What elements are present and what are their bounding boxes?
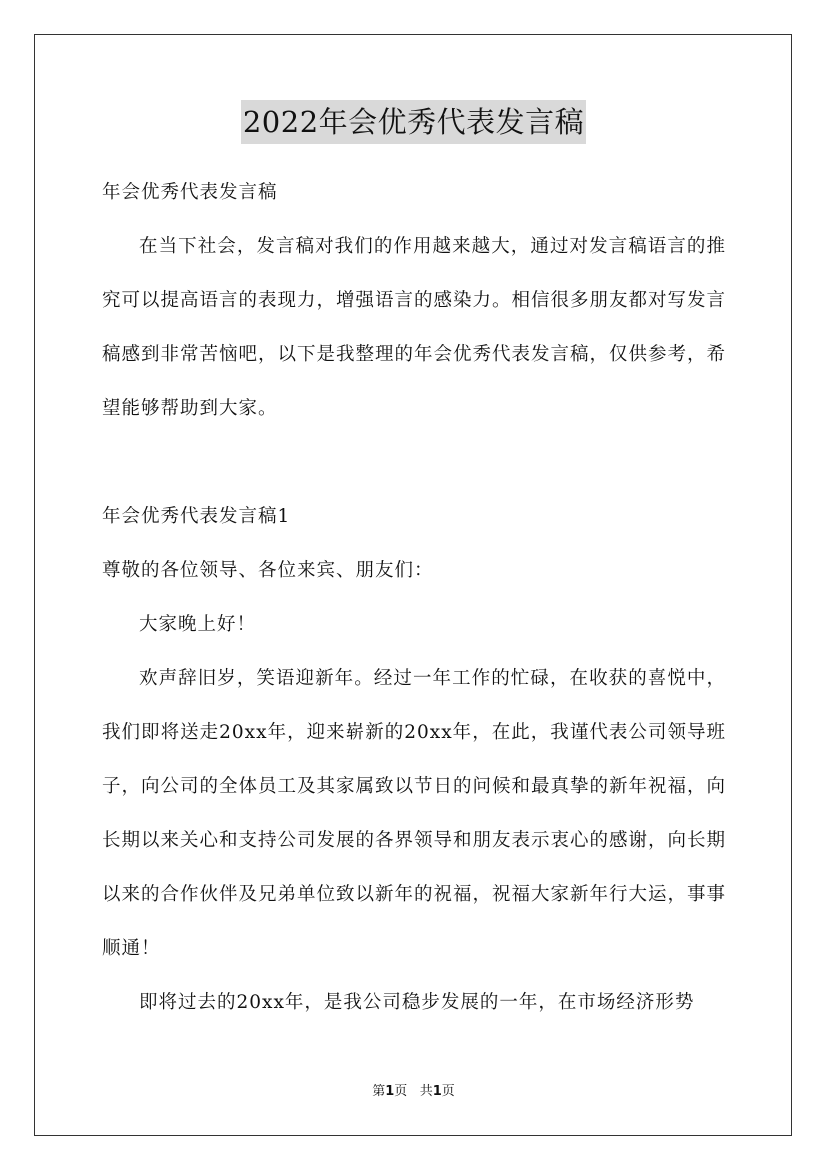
document-subtitle: 年会优秀代表发言稿 [102,182,278,203]
page-number: 1 [385,1084,395,1099]
page-prefix: 第 [372,1084,386,1099]
salutation: 尊敬的各位领导、各位来宾、朋友们： [102,560,434,581]
greeting: 大家晚上好！ [139,614,257,635]
body-paragraph-2: 即将过去的20xx年，是我公司稳步发展的一年，在市场经济形势 [139,992,695,1013]
page-suffix: 页 [394,1084,408,1099]
intro-paragraph: 在当下社会，发言稿对我们的作用越来越大，通过对发言稿语言的推究可以提高语言的表现力，增强语言的感染力。相信很多朋友都对写发言稿感到非常苦恼吧，以下是我整理的年会优秀代表发言稿，仅供参考，希望能够帮助到大家。 [102,236,727,419]
document-title-text: 2022年会优秀代表发言稿 [241,100,586,144]
speech-block [102,490,726,1030]
total-pages: 1 [432,1084,442,1099]
section-heading: 年会优秀代表发言稿1 [102,506,291,527]
document-title [0,100,827,144]
page-footer [0,1083,827,1101]
total-prefix: 共 [419,1084,433,1099]
total-suffix: 页 [441,1084,455,1099]
body-paragraph-1: 欢声辞旧岁，笑语迎新年。经过一年工作的忙碌，在收获的喜悦中，我们即将送走20xx年，迎来崭新的20xx年，在此，我谨代表公司领导班子，向公司的全体员工及其家属致以节日的问候和最真挚的新年祝福，向长期以来关心和支持公司发展的各界领导和朋友表示衷心的感谢，向长期以来的合作伙伴及兄弟单位致以新年的祝福，祝福大家新年行大运，事事顺通！ [102,668,727,959]
intro-block [102,166,726,436]
